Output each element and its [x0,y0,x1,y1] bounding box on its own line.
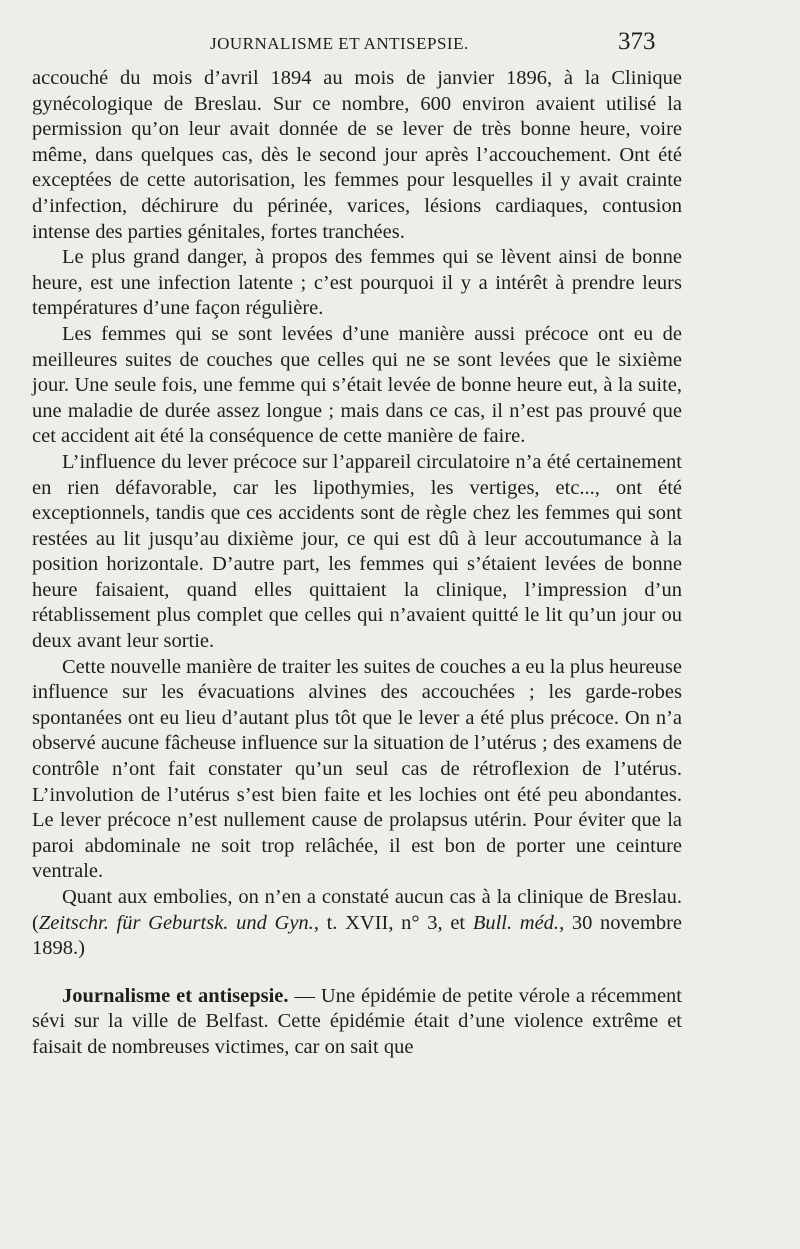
paragraph-5: Cette nouvelle manière de traiter les suites de couches a eu la plus heureuse influence sur les évacuations alvines des accouchées ; les garde-robes spontanées ont eu lieu d’autant plus tôt que le lever a été plus précoce. On n’a observé aucune fâcheuse influence sur la situation de l’utérus ; des examens de contrôle n’ont fait constater qu’un seul cas de rétroflexion de l’utérus. L’involution de l’utérus s’est bien faite et les lochies ont été peu abondantes. Le lever précoce n’est nullement cause de prolapsus utérin. Pour éviter que la paroi abdominale ne soit trop relâchée, il est bon de porter une ceinture ventrale. [32,655,682,883]
paragraph-6 [32,885,682,962]
paragraph-6-text-3: , 30 novembre 1898.) [32,911,683,960]
paragraph-7 [32,984,682,1061]
paragraph-6-text-2: , t. XVII, n° 3, et [313,911,473,934]
paragraph-4: L’influence du lever précoce sur l’appareil circulatoire n’a été certainement en rien défavorable, car les lipothymies, les vertiges, etc..., ont été exceptionnels, tandis que ces accidents sont de règle chez les femmes qui sont restées au lit jusqu’au dixième jour, ce qui est dû à leur accoutumance à la position horizontale. D’autre part, les femmes qui s’étaient levées de bonne heure faisaient, quand elles quittaient la clinique, l’impression d’un rétablissement plus complet que celles qui n’avaient quitté le lit qu’un jour ou deux avant leur sortie. [32,450,682,653]
paragraph-6-text: Quant aux embolies, on n’en a constaté aucun cas à la clinique de Breslau. ( [32,886,682,934]
section-gap [32,962,682,984]
paragraph-3: Les femmes qui se sont levées d’une manière aussi précoce ont eu de meilleures suites de couches que celles qui ne se sont levées que le sixième jour. Une seule fois, une femme qui s’était levée de bonne heure eut, à la suite, une maladie de durée assez longue ; mais dans ce cas, il n’est pas prouvé que cet accident ait été la conséquence de cette manière de faire. [32,322,682,448]
body-text [32,66,682,1061]
bulletin-citation: Bull. méd. [472,911,560,934]
page-number: 373 [618,28,656,55]
journal-citation: Zeitschr. für Geburtsk. und Gyn. [38,911,314,934]
paragraph-7-text: — Une épidémie de petite vérole a récemment sévi sur la ville de Belfast. Cette épidémie était d’une violence extrême et faisait de nombreuses victimes, car on sait que [32,984,682,1058]
paragraph-1: accouché du mois d’avril 1894 au mois de janvier 1896, à la Clinique gynécologique de Breslau. Sur ce nombre, 600 environ avaient utilisé la permission qu’on leur avait donnée de se lever de très bonne heure, voire même, dans quelques cas, dès le second jour après l’accouchement. Ont été exceptées de cette autorisation, les femmes pour lesquelles il y avait crainte d’infection, déchirure du périnée, varices, lésions cardiaques, contusion intense des parties génitales, fortes tranchées. [32,67,682,243]
section-title: Journalisme et antisepsie. [62,984,289,1007]
paragraph-2: Le plus grand danger, à propos des femmes qui se lèvent ainsi de bonne heure, est une infection latente ; c’est pourquoi il y a intérêt à prendre leurs températures d’une façon régulière. [32,246,682,320]
running-title: JOURNALISME ET ANTISEPSIE. [210,34,469,53]
